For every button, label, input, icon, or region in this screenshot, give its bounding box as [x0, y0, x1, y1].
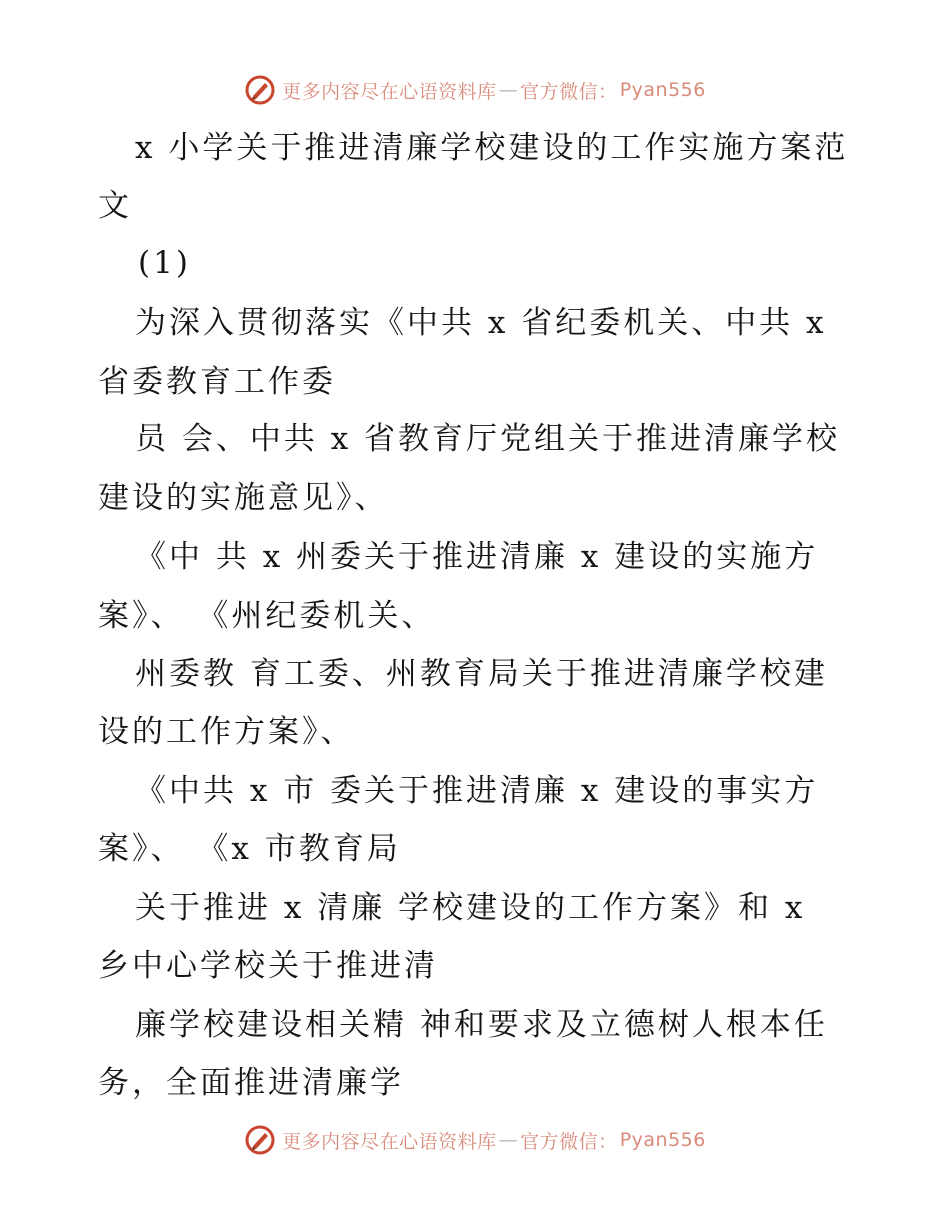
doc-text-line: 员 会、中共 x 省教育厅党组关于推进清廉学校 — [135, 421, 841, 457]
watermark-site-text: 更多内容尽在心语资料库 — [282, 80, 497, 103]
doc-text-line: 《中 共 x 州委关于推进清廉 x 建设的实施方 — [135, 539, 819, 575]
doc-text-line: 廉学校建设相关精 神和要求及立德树人根本任 — [135, 1007, 828, 1043]
watermark-label: 官方微信： — [520, 1130, 618, 1153]
pen-logo-icon — [244, 74, 276, 106]
watermark-site-text: 更多内容尽在心语资料库 — [282, 1130, 497, 1153]
watermark-footer — [0, 1120, 950, 1160]
pen-logo-icon — [244, 1124, 276, 1156]
watermark-label: 官方微信： — [520, 80, 618, 103]
doc-text-line: 省委教育工作委 — [98, 364, 336, 400]
doc-text-line: 案》、 《州纪委机关、 — [98, 598, 436, 634]
watermark-dash: — — [498, 79, 519, 101]
watermark-wechat-id: Pyan556 — [619, 79, 706, 101]
doc-text-line: 乡中心学校关于推进清 — [98, 948, 438, 984]
doc-text-line: 关于推进 x 清廉 学校建设的工作方案》和 x — [135, 890, 806, 926]
watermark-header — [0, 70, 950, 110]
doc-text-line: 为深入贯彻落实《中共 x 省纪委机关、中共 x — [135, 305, 827, 341]
doc-title-line-1: x 小学关于推进清廉学校建设的工作实施方案范 — [135, 130, 849, 166]
doc-text-line: 《中共 x 市 委关于推进清廉 x 建设的事实方 — [135, 773, 819, 809]
doc-text-line: 州委教 育工委、州教育局关于推进清廉学校建 — [135, 656, 828, 692]
doc-text-line: 务，全面推进清廉学 — [98, 1065, 404, 1101]
doc-text-line: 设的工作方案》、 — [98, 714, 355, 750]
doc-section-number: (1) — [138, 245, 191, 281]
watermark-wechat-id: Pyan556 — [619, 1129, 706, 1151]
doc-text-line: 建设的实施意见》、 — [98, 480, 389, 516]
doc-title-line-2: 文 — [98, 188, 132, 224]
doc-text-line: 案》、 《x 市教育局 — [98, 831, 401, 867]
watermark-dash: — — [498, 1129, 519, 1151]
